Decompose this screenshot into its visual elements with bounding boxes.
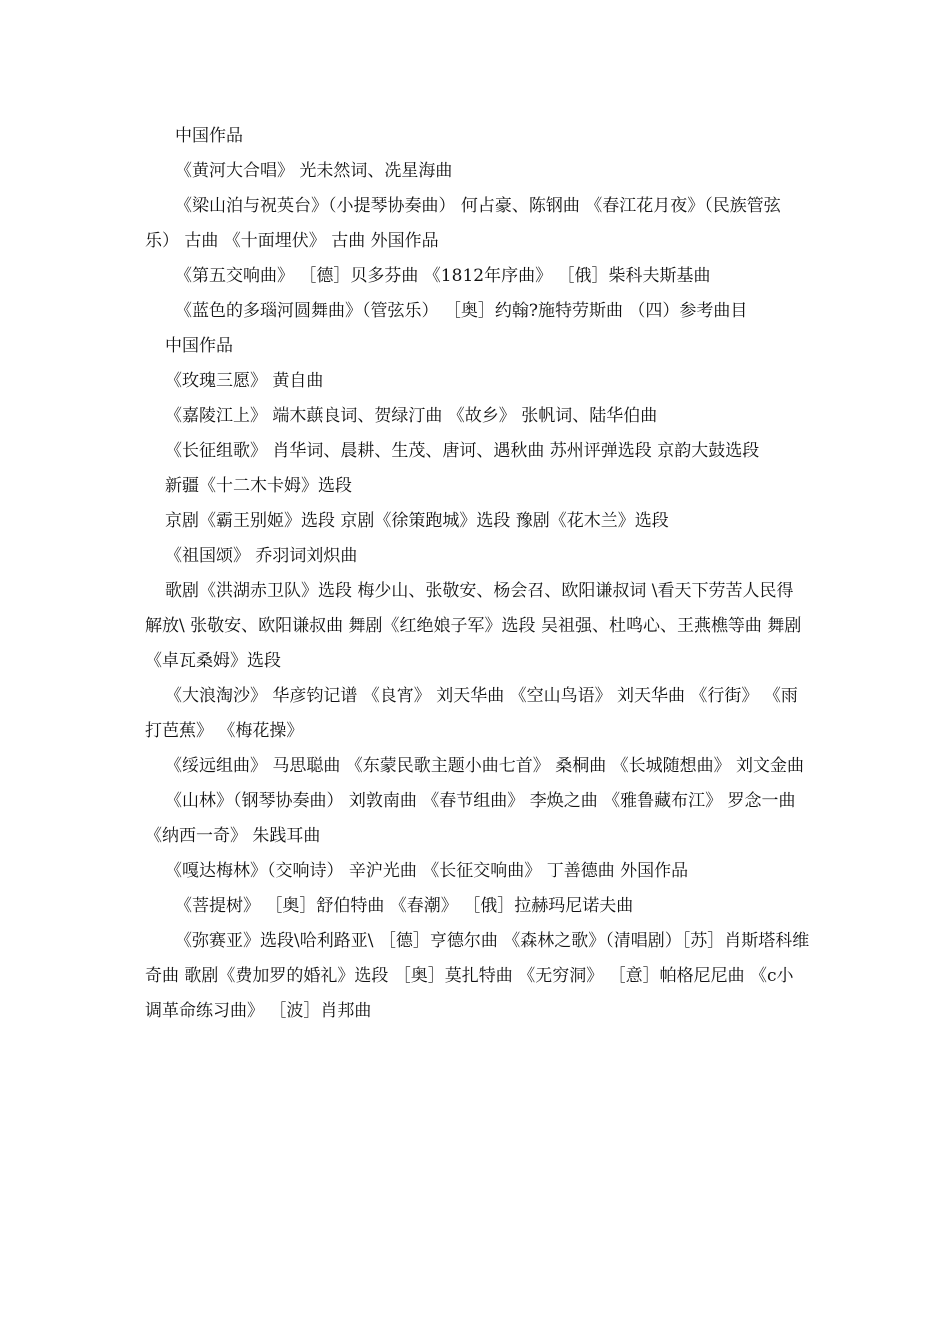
document-body [145,119,810,1029]
text-line: 《长征组歌》 肖华词、晨耕、生茂、唐诃、遇秋曲 苏州评弹选段 京韵大鼓选段 [165,441,760,461]
text-line: 《菩提树》 ［奥］舒伯特曲 《春潮》 ［俄］拉赫玛尼诺夫曲 [175,896,634,916]
text-line: 《祖国颂》 乔羽词刘炽曲 [165,546,358,566]
text-line: 《蓝色的多瑙河圆舞曲》（管弦乐） ［奥］约翰?施特劳斯曲 （四）参考曲目 [175,301,748,321]
text-line: 新疆《十二木卡姆》选段 [165,476,352,496]
text-line: 《绥远组曲》 马思聪曲 《东蒙民歌主题小曲七首》 桑桐曲 《长城随想曲》 刘文金曲 [165,756,805,776]
text-line: 《弥赛亚》选段\哈利路亚\ ［德］亨德尔曲 《森林之歌》（清唱剧）［苏］肖斯塔科维奇曲 歌剧《费加罗的婚礼》选段 ［奥］莫扎特曲 《无穷洞》 ［意］帕格尼尼曲 《c小调革命练习曲》 ［波］肖邦曲 [145,931,810,1021]
text-line: 歌剧《洪湖赤卫队》选段 梅少山、张敬安、杨会召、欧阳谦叔词 \看天下劳苦人民得解放\ 张敬安、欧阳谦叔曲 舞剧《红绝娘子军》选段 吴祖强、杜鸣心、王燕樵等曲 舞剧《卓瓦桑姆》选段 [145,581,802,671]
text-line: 《山林》（钢琴协奏曲） 刘敦南曲 《春节组曲》 李焕之曲 《雅鲁藏布江》 罗念一曲 《纳西一奇》 朱践耳曲 [145,791,796,846]
text-line: 《黄河大合唱》 光未然词、冼星海曲 [175,161,453,181]
text-line: 京剧《霸王别姬》选段 京剧《徐策跑城》选段 豫剧《花木兰》选段 [165,511,669,531]
text-line: 《嘉陵江上》 端木蕻良词、贺绿汀曲 《故乡》 张帆词、陆华伯曲 [165,406,658,426]
text-line: 《大浪淘沙》 华彦钧记谱 《良宵》 刘天华曲 《空山鸟语》 刘天华曲 《行街》 《雨打芭蕉》 《梅花操》 [145,686,798,741]
text-line: 《嘎达梅林》（交响诗） 辛沪光曲 《长征交响曲》 丁善德曲 外国作品 [165,861,689,881]
text-line: 《第五交响曲》 ［德］贝多芬曲 《1812年序曲》 ［俄］柴科夫斯基曲 [175,266,711,286]
text-line: 《玫瑰三愿》 黄自曲 [165,371,324,391]
text-line: 《梁山泊与祝英台》（小提琴协奏曲） 何占豪、陈钢曲 《春江花月夜》（民族管弦乐） 古曲 《十面埋伏》 古曲 外国作品 [145,196,781,251]
heading-chinese-works: 中国作品 [175,126,243,146]
heading-chinese-works: 中国作品 [165,336,233,356]
